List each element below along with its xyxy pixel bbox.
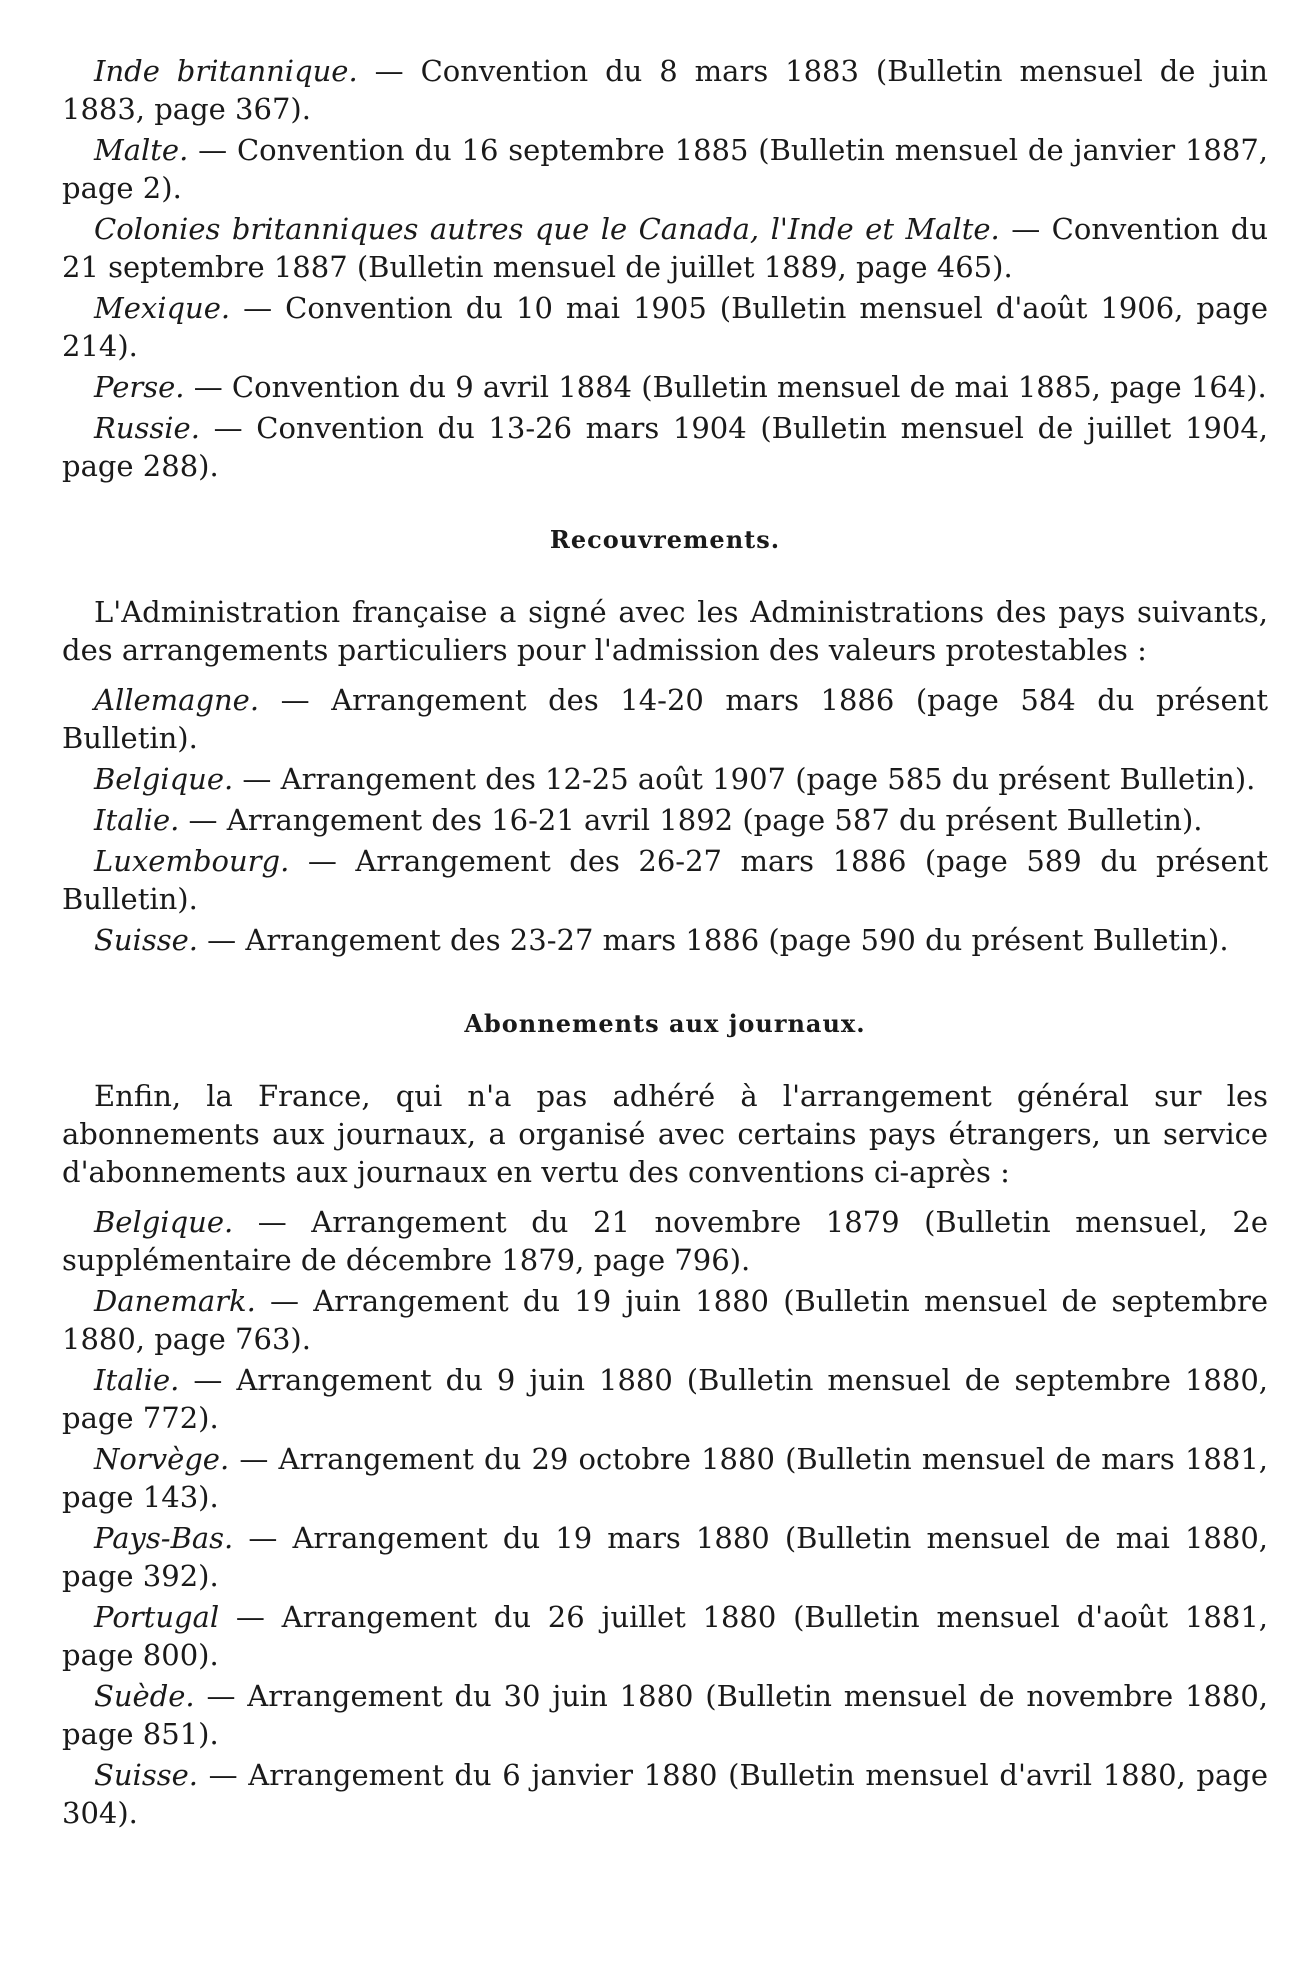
country-name: Danemark.: [94, 1284, 256, 1318]
list-item: [62, 1440, 1268, 1516]
entry-text: — Arrangement des 23-27 mars 1886 (page 590 du présent Bulletin).: [197, 923, 1229, 957]
country-name: Perse.: [94, 370, 185, 404]
list-item: [62, 1203, 1268, 1279]
country-name: Russie.: [94, 411, 200, 445]
country-name: Italie.: [94, 803, 180, 837]
list-item: [62, 1519, 1268, 1595]
list-item: [62, 681, 1268, 757]
entry-text: — Arrangement du 9 juin 1880 (Bulletin mensuel de septembre 1880, page 772).: [62, 1363, 1268, 1435]
list-item: [62, 1677, 1268, 1753]
country-name: Suisse.: [94, 1758, 198, 1792]
entry-text: — Arrangement du 21 novembre 1879 (Bulletin mensuel, 2e supplémentaire de décembre 1879, page 796).: [62, 1205, 1268, 1277]
entry-text: — Arrangement du 29 octobre 1880 (Bulletin mensuel de mars 1881, page 143).: [62, 1442, 1268, 1514]
section-intro-recouvrements: L'Administration française a signé avec les Administrations des pays suivants, des arrangements particuliers pour l'admission des valeurs protestables :: [62, 595, 1268, 667]
section-intro-abonnements: Enfin, la France, qui n'a pas adhéré à l'arrangement général sur les abonnements aux journaux, a organisé avec certains pays étrangers, un service d'abonnements aux journaux en vertu des conventions ci-après :: [62, 1079, 1268, 1189]
list-item: [62, 409, 1268, 485]
entry-text: — Arrangement des 14-20 mars 1886 (page 584 du présent Bulletin).: [62, 683, 1268, 755]
entry-text: — Arrangement des 12-25 août 1907 (page 585 du présent Bulletin).: [233, 762, 1256, 796]
country-name: Belgique.: [94, 1205, 234, 1239]
entry-text: — Arrangement des 26-27 mars 1886 (page 589 du présent Bulletin).: [62, 844, 1268, 916]
country-name: Portugal: [94, 1600, 220, 1634]
entry-text: — Arrangement des 16-21 avril 1892 (page 587 du présent Bulletin).: [179, 803, 1203, 837]
list-item: [62, 760, 1268, 798]
entry-text: — Arrangement du 30 juin 1880 (Bulletin mensuel de novembre 1880, page 851).: [62, 1679, 1268, 1751]
list-item: [62, 1361, 1268, 1437]
list-item: [62, 842, 1268, 918]
country-name: Norvège.: [94, 1442, 230, 1476]
list-item: [62, 210, 1268, 286]
list-item: [62, 1756, 1268, 1832]
country-name: Colonies britanniques autres que le Canada, l'Inde et Malte.: [94, 212, 1000, 246]
country-name: Malte.: [94, 133, 189, 167]
entry-text: — Convention du 21 septembre 1887 (Bulletin mensuel de juillet 1889, page 465).: [62, 212, 1268, 284]
conventions-list: [62, 52, 1268, 485]
list-item: [62, 1282, 1268, 1358]
entry-text: — Arrangement du 6 janvier 1880 (Bulletin mensuel d'avril 1880, page 304).: [62, 1758, 1268, 1830]
entry-text: — Arrangement du 26 juillet 1880 (Bulletin mensuel d'août 1881, page 800).: [62, 1600, 1268, 1672]
section-heading-abonnements: Abonnements aux journaux.: [464, 1009, 866, 1038]
country-name: Suède.: [94, 1679, 195, 1713]
country-name: Allemagne.: [94, 683, 260, 717]
entry-text: — Arrangement du 19 juin 1880 (Bulletin mensuel de septembre 1880, page 763).: [62, 1284, 1268, 1356]
country-name: Pays-Bas.: [94, 1521, 234, 1555]
entry-text: — Convention du 9 avril 1884 (Bulletin mensuel de mai 1885, page 164).: [184, 370, 1267, 404]
entry-text: — Convention du 13-26 mars 1904 (Bulletin mensuel de juillet 1904, page 288).: [62, 411, 1268, 483]
country-name: Mexique.: [94, 291, 231, 325]
country-name: Luxembourg.: [94, 844, 290, 878]
list-item: [62, 921, 1268, 959]
list-item: [62, 131, 1268, 207]
entry-text: — Arrangement du 19 mars 1880 (Bulletin mensuel de mai 1880, page 392).: [62, 1521, 1268, 1593]
country-name: Belgique.: [94, 762, 234, 796]
entry-text: — Convention du 10 mai 1905 (Bulletin mensuel d'août 1906, page 214).: [62, 291, 1268, 363]
section-heading-recouvrements: Recouvrements.: [549, 525, 781, 554]
country-name: Italie.: [94, 1363, 180, 1397]
country-name: Inde britannique.: [94, 54, 358, 88]
list-item: [62, 1598, 1268, 1674]
recouvrements-list: [62, 681, 1268, 959]
entry-text: — Convention du 8 mars 1883 (Bulletin mensuel de juin 1883, page 367).: [62, 54, 1268, 126]
abonnements-list: [62, 1203, 1268, 1832]
list-item: [62, 289, 1268, 365]
list-item: [62, 52, 1268, 128]
entry-text: — Convention du 16 septembre 1885 (Bulletin mensuel de janvier 1887, page 2).: [62, 133, 1268, 205]
country-name: Suisse.: [94, 923, 198, 957]
list-item: [62, 801, 1268, 839]
list-item: [62, 368, 1268, 406]
